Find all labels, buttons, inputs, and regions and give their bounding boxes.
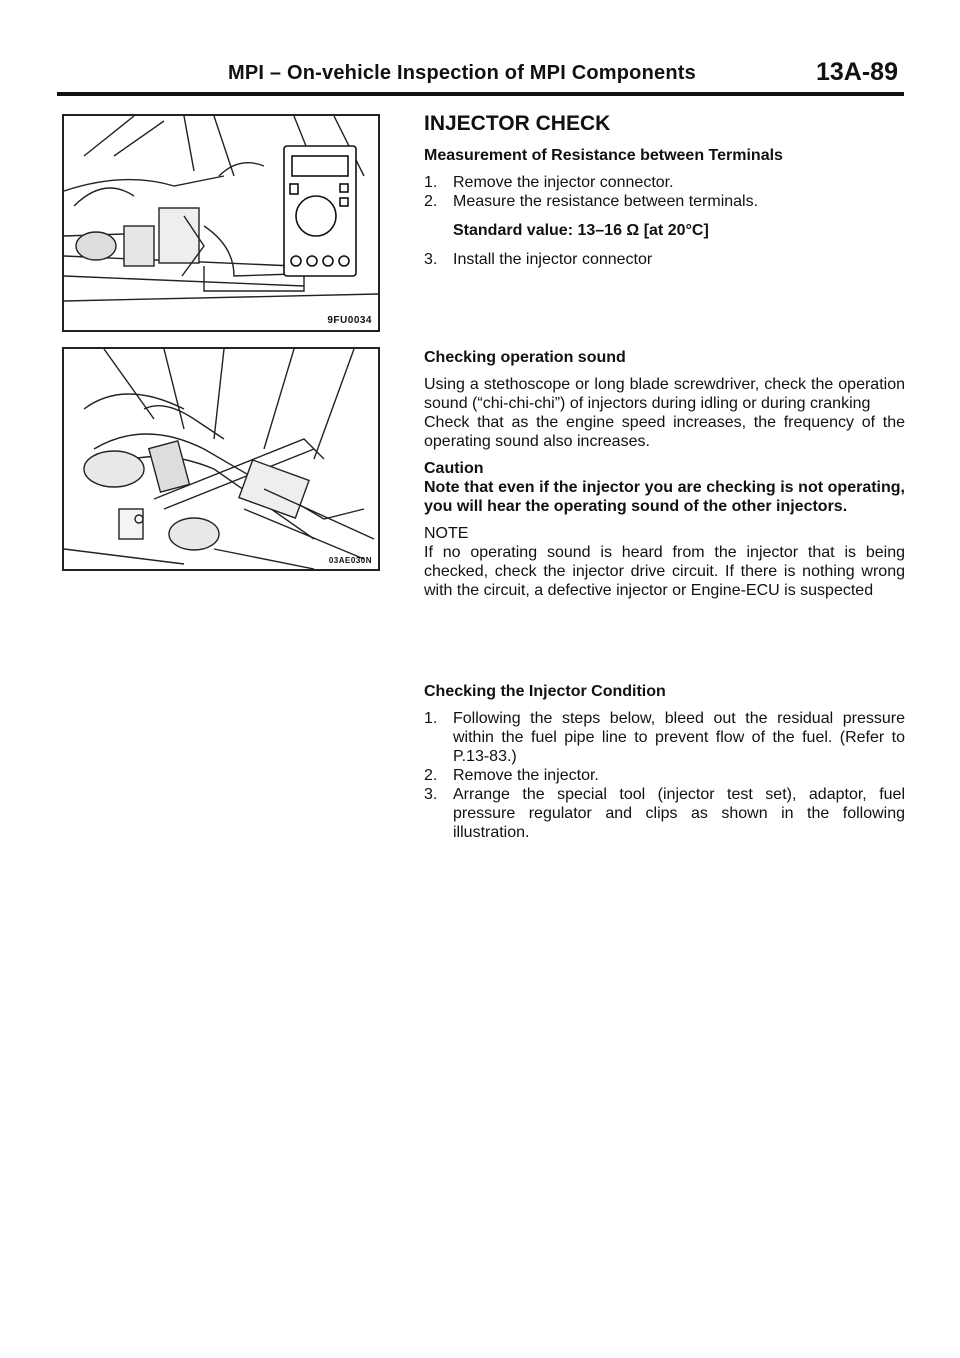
note-label: NOTE <box>424 525 469 542</box>
list-item <box>424 192 905 211</box>
section-title: INJECTOR CHECK <box>424 112 611 135</box>
caution-text: Note that even if the injector you are checking is not operating, you will hear the operating sound of the other injectors. <box>424 479 905 515</box>
list-text: Remove the injector. <box>453 767 599 784</box>
list-item <box>424 709 905 766</box>
sound-heading: Checking operation sound <box>424 349 626 366</box>
list-text: Arrange the special tool (injector test set), adaptor, fuel pressure regulator and clips as shown in the following illustration. <box>453 786 905 841</box>
injector-illustration <box>64 349 378 569</box>
figure-multimeter-injector <box>62 114 380 332</box>
list-item <box>424 173 905 192</box>
list-item <box>424 250 905 269</box>
list-number: 2. <box>424 193 438 210</box>
sound-paragraph: Using a stethoscope or long blade screwdriver, check the operation sound (“chi-chi-chi”) of injectors during idling or during cranking <box>424 376 905 412</box>
list-item <box>424 785 905 842</box>
list-item <box>424 766 905 785</box>
header-rule <box>57 92 904 96</box>
caution-label: Caution <box>424 460 484 477</box>
list-number: 3. <box>424 786 438 803</box>
list-number: 3. <box>424 251 438 268</box>
condition-heading: Checking the Injector Condition <box>424 683 666 700</box>
list-text: Remove the injector connector. <box>453 174 674 191</box>
condition-block <box>424 682 905 842</box>
note-text: If no operating sound is heard from the injector that is being checked, check the injector drive circuit. If there is nothing wrong with the circuit, a defective injector or Engine-ECU is suspected <box>424 544 905 599</box>
sound-paragraph: Check that as the engine speed increases, the frequency of the operating sound also increases. <box>424 414 905 450</box>
standard-value: Standard value: 13–16 Ω [at 20°C] <box>453 222 709 239</box>
page-header-title: MPI – On-vehicle Inspection of MPI Components <box>228 62 696 84</box>
resistance-heading: Measurement of Resistance between Terminals <box>424 147 783 164</box>
multimeter-illustration <box>64 116 378 330</box>
figure-code: 03AE030N <box>328 556 372 565</box>
figure-code: 9FU0034 <box>327 315 372 326</box>
resistance-block <box>424 146 905 269</box>
list-text: Install the injector connector <box>453 251 653 268</box>
page-number: 13A-89 <box>816 58 898 86</box>
list-text: Measure the resistance between terminals. <box>453 193 759 210</box>
list-text: Following the steps below, bleed out the residual pressure within the fuel pipe line to prevent flow of the fuel. (Refer to P.13-83.) <box>453 710 905 765</box>
sound-block <box>424 348 905 600</box>
list-number: 1. <box>424 174 438 191</box>
figure-stethoscope-injector <box>62 347 380 571</box>
list-number: 2. <box>424 767 438 784</box>
list-number: 1. <box>424 710 438 727</box>
